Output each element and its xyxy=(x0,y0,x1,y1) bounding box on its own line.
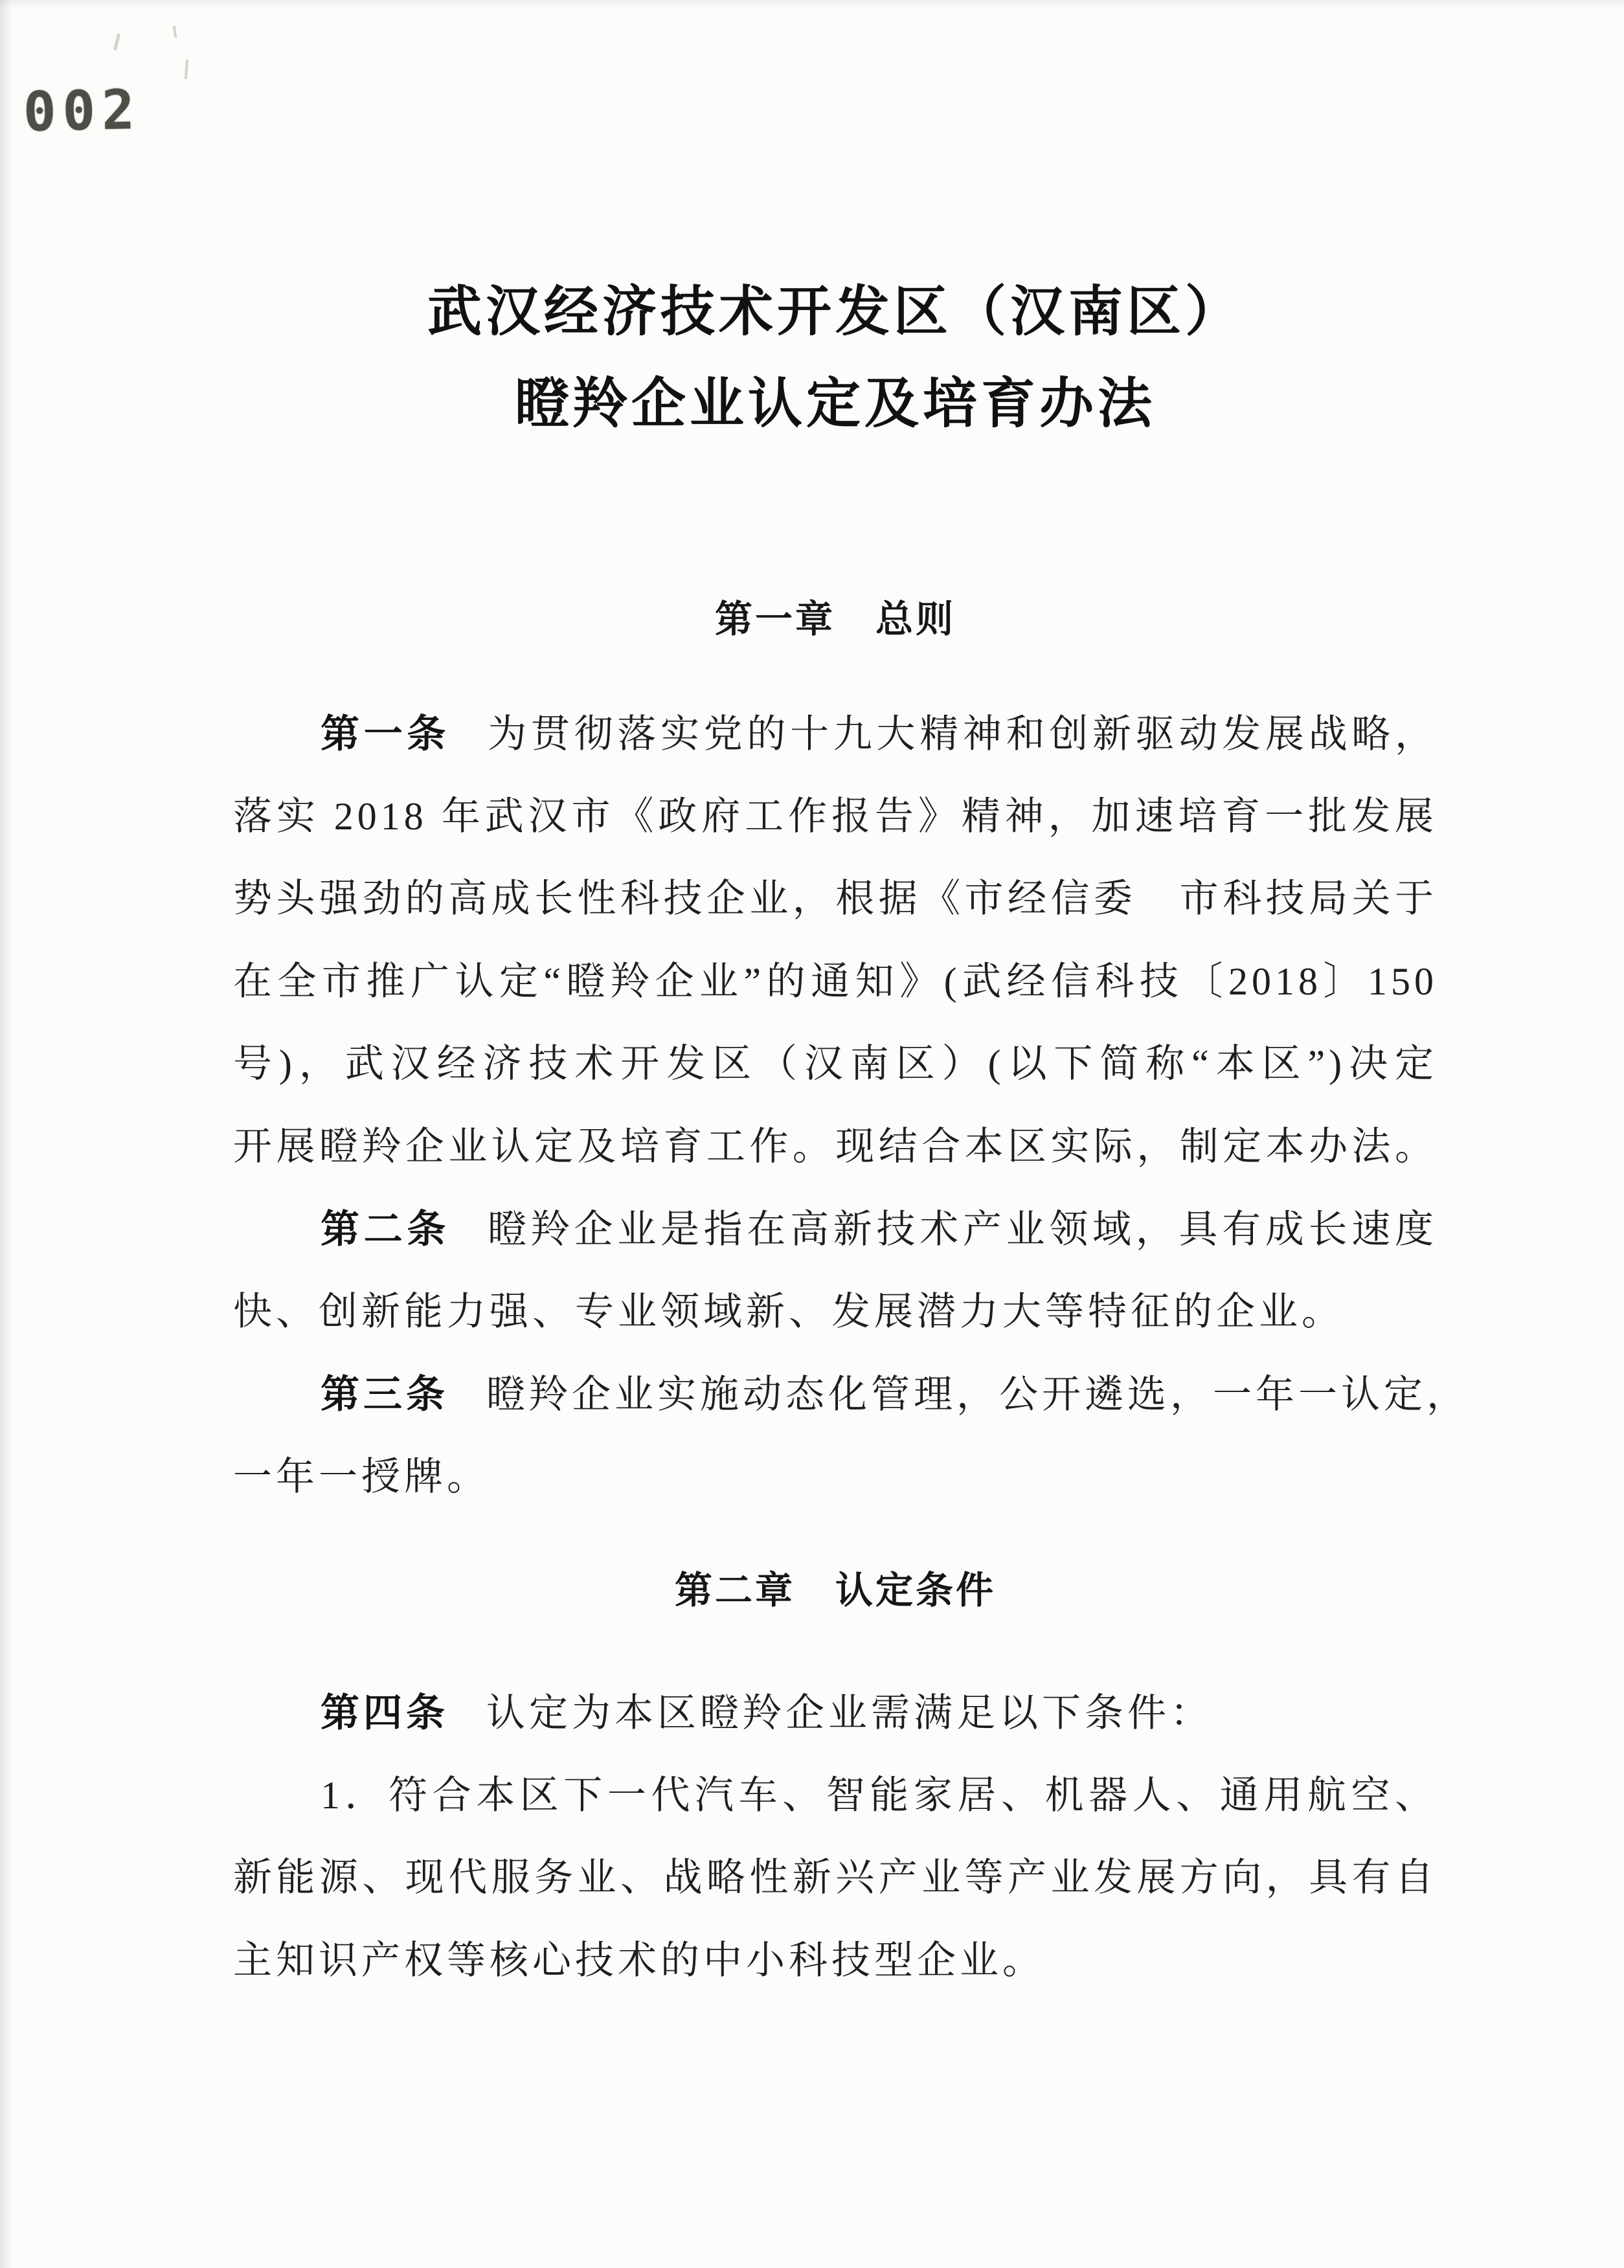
pencil-smudge xyxy=(185,60,188,79)
text-line xyxy=(233,1837,1438,1920)
text-line xyxy=(233,1106,1438,1189)
text-line xyxy=(233,693,1438,776)
text-line-content: 开展瞪羚企业认定及培育工作。现结合本区实际，制定本办法。 xyxy=(233,1125,1438,1168)
pencil-smudge xyxy=(173,26,177,38)
title-line-1: 武汉经济技术开发区（汉南区） xyxy=(427,282,1243,342)
text-line xyxy=(233,1436,1438,1519)
text-line xyxy=(233,1023,1438,1106)
document-title xyxy=(233,267,1438,451)
text-line xyxy=(233,1271,1438,1354)
title-line-2: 瞪羚企业认定及培育办法 xyxy=(514,374,1156,434)
text-line xyxy=(233,858,1438,941)
pencil-smudge xyxy=(113,34,120,51)
text-line-content: 在全市推广认定“瞪羚企业”的通知》(武经信科技〔2018〕150 xyxy=(233,960,1438,1003)
chapter-2-heading: 第二章 认定条件 xyxy=(674,1569,996,1611)
text-line-content: 落实 2018 年武汉市《政府工作报告》精神，加速培育一批发展 xyxy=(233,794,1438,838)
text-line-content: 一年一授牌。 xyxy=(233,1455,490,1498)
text-line-content: 认定为本区瞪羚企业需满足以下条件： xyxy=(486,1692,1213,1735)
text-line xyxy=(233,1920,1438,2003)
text-line xyxy=(233,1353,1469,1436)
text-line-content: 瞪羚企业实施动态化管理，公开遴选，一年一认定， xyxy=(486,1373,1469,1416)
text-line-content: 为贯彻落实党的十九大精神和创新驱动发展战略， xyxy=(488,713,1438,756)
article-3-label: 第三条 xyxy=(321,1373,449,1416)
text-line-content: 瞪羚企业是指在高新技术产业领域，具有成长速度 xyxy=(488,1208,1438,1251)
text-line-content: 号)，武汉经济技术开发区（汉南区）(以下简称“本区”)决定 xyxy=(233,1042,1438,1085)
text-line-content: 快、创新能力强、专业领域新、发展潜力大等特征的企业。 xyxy=(233,1290,1344,1333)
chapter-1-heading: 第一章 总则 xyxy=(714,598,956,640)
article-2-label: 第二条 xyxy=(321,1207,451,1251)
page-number-stamp: 002 xyxy=(22,78,142,144)
text-line-content: 主知识产权等核心技术的中小科技型企业。 xyxy=(233,1938,1045,1982)
article-4-label: 第四条 xyxy=(321,1691,449,1735)
article-1-label: 第一条 xyxy=(321,712,451,756)
text-line xyxy=(233,1672,1438,1755)
text-line xyxy=(233,941,1438,1024)
text-line xyxy=(233,1188,1438,1271)
text-line-content: 势头强劲的高成长性科技企业，根据《市经信委 市科技局关于 xyxy=(233,877,1438,920)
text-line xyxy=(233,1755,1438,1837)
chapter-2-body xyxy=(233,1672,1438,2002)
chapter-1-body xyxy=(233,693,1469,1518)
text-line-content: 新能源、现代服务业、战略性新兴产业等产业发展方向，具有自 xyxy=(233,1856,1438,1899)
text-line-content: 1．符合本区下一代汽车、智能家居、机器人、通用航空、 xyxy=(321,1773,1438,1817)
text-line xyxy=(233,776,1438,859)
